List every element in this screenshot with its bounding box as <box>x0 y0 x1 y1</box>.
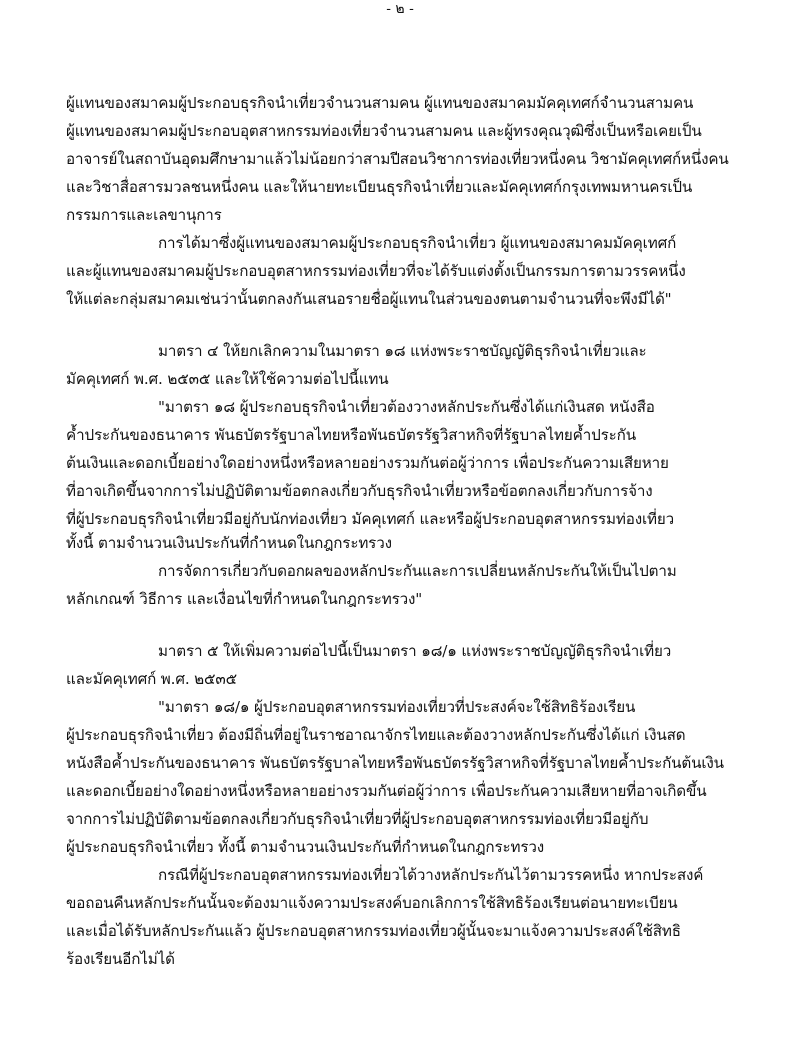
text-line: กรรมการและเลขานุการ <box>66 206 222 224</box>
text-line: หนังสือค้ำประกันของธนาคาร พันธบัตรรัฐบาลไทยหรือพันธบัตรรัฐวิสาหกิจที่รัฐบาลไทยค้ำประกันต้นเงิน <box>66 754 724 772</box>
text-line: ทั้งนี้ ตามจำนวนเงินประกันที่กำหนดในกฎกระทรวง <box>66 534 392 552</box>
text-line: ผู้ประกอบธุรกิจนำเที่ยว ต้องมีถิ่นที่อยู่ในราชอาณาจักรไทยและต้องวางหลักประกันซึ่งได้แก่ เงินสด <box>66 726 686 744</box>
text-line: จากการไม่ปฏิบัติตามข้อตกลงเกี่ยวกับธุรกิจนำเที่ยวที่ผู้ประกอบอุตสาหกรรมท่องเที่ยวมีอยู่กับ <box>66 810 649 828</box>
text-line: การได้มาซึ่งผู้แทนของสมาคมผู้ประกอบธุรกิจนำเที่ยว ผู้แทนของสมาคมมัคคุเทศก์ <box>158 234 677 252</box>
text-line: มาตรา ๔ ให้ยกเลิกความในมาตรา ๑๘ แห่งพระราชบัญญัติธุรกิจนำเที่ยวและ <box>158 342 647 360</box>
text-line: หลักเกณฑ์ วิธีการ และเงื่อนไขที่กำหนดในกฎกระทรวง" <box>66 590 423 608</box>
text-line: ผู้แทนของสมาคมผู้ประกอบอุตสาหกรรมท่องเที่ยวจำนวนสามคน และผู้ทรงคุณวุฒิซึ่งเป็นหรือเคยเป็น <box>66 122 702 140</box>
text-line: และผู้แทนของสมาคมผู้ประกอบอุตสาหกรรมท่องเที่ยวที่จะได้รับแต่งตั้งเป็นกรรมการตามวรรคหนึ่ง <box>66 262 686 280</box>
text-line: และเมื่อได้รับหลักประกันแล้ว ผู้ประกอบอุตสาหกรรมท่องเที่ยวผู้นั้นจะมาแจ้งความประสงค์ใช้สิทธิ <box>66 922 681 940</box>
text-line: ร้องเรียนอีกไม่ได้ <box>66 950 175 968</box>
text-line: ต้นเงินและดอกเบี้ยอย่างใดอย่างหนึ่งหรือหลายอย่างรวมกันต่อผู้ว่าการ เพื่อประกันความเสียหาย <box>66 454 669 472</box>
page-number: - ๒ - <box>386 1 414 17</box>
text-line: อาจารย์ในสถาบันอุดมศึกษามาแล้วไม่น้อยกว่าสามปีสอนวิชาการท่องเที่ยวหนึ่งคน วิชามัคคุเทศก์หนึ่งคน <box>66 150 729 168</box>
text-line: ที่ผู้ประกอบธุรกิจนำเที่ยวมีอยู่กับนักท่องเที่ยว มัคคุเทศก์ และหรือผู้ประกอบอุตสาหกรรมท่องเที่ยว <box>66 510 675 528</box>
text-line: ค้ำประกันของธนาคาร พันธบัตรรัฐบาลไทยหรือพันธบัตรรัฐวิสาหกิจที่รัฐบาลไทยค้ำประกัน <box>66 426 636 444</box>
text-line: ผู้ประกอบธุรกิจนำเที่ยว ทั้งนี้ ตามจำนวนเงินประกันที่กำหนดในกฎกระทรวง <box>66 838 544 856</box>
text-line: ให้แต่ละกลุ่มสมาคมเช่นว่านั้นตกลงกันเสนอรายชื่อผู้แทนในส่วนของตนตามจำนวนที่จะพึงมีได้" <box>66 290 672 308</box>
text-line: กรณีที่ผู้ประกอบอุตสาหกรรมท่องเที่ยวได้วางหลักประกันไว้ตามวรรคหนึ่ง หากประสงค์ <box>158 866 704 884</box>
text-line: และมัคคุเทศก์ พ.ศ. ๒๕๓๕ <box>66 670 237 688</box>
text-line: ผู้แทนของสมาคมผู้ประกอบธุรกิจนำเที่ยวจำนวนสามคน ผู้แทนของสมาคมมัคคุเทศก์จำนวนสามคน <box>66 94 694 112</box>
text-line: การจัดการเกี่ยวกับดอกผลของหลักประกันและการเปลี่ยนหลักประกันให้เป็นไปตาม <box>158 562 677 580</box>
text-line: "มาตรา ๑๘ ผู้ประกอบธุรกิจนำเที่ยวต้องวางหลักประกันซึ่งได้แก่เงินสด หนังสือ <box>158 398 655 416</box>
text-line: มาตรา ๕ ให้เพิ่มความต่อไปนี้เป็นมาตรา ๑๘/๑ แห่งพระราชบัญญัติธุรกิจนำเที่ยว <box>158 642 672 660</box>
text-line: มัคคุเทศก์ พ.ศ. ๒๕๓๕ และให้ใช้ความต่อไปนี้แทน <box>66 370 389 388</box>
text-line: และวิชาสื่อสารมวลชนหนึ่งคน และให้นายทะเบียนธุรกิจนำเที่ยวและมัคคุเทศก์กรุงเทพมหานครเป็น <box>66 178 693 196</box>
text-line: และดอกเบี้ยอย่างใดอย่างหนึ่งหรือหลายอย่างรวมกันต่อผู้ว่าการ เพื่อประกันความเสียหายที่อาจเกิดขึ้น <box>66 782 707 800</box>
text-line: "มาตรา ๑๘/๑ ผู้ประกอบอุตสาหกรรมท่องเที่ยวที่ประสงค์จะใช้สิทธิร้องเรียน <box>158 698 636 716</box>
text-line: ขอถอนคืนหลักประกันนั้นจะต้องมาแจ้งความประสงค์บอกเลิกการใช้สิทธิร้องเรียนต่อนายทะเบียน <box>66 894 678 912</box>
text-line: ที่อาจเกิดขึ้นจากการไม่ปฏิบัติตามข้อตกลงเกี่ยวกับธุรกิจนำเที่ยวหรือข้อตกลงเกี่ยวกับการจ้าง <box>66 482 653 500</box>
